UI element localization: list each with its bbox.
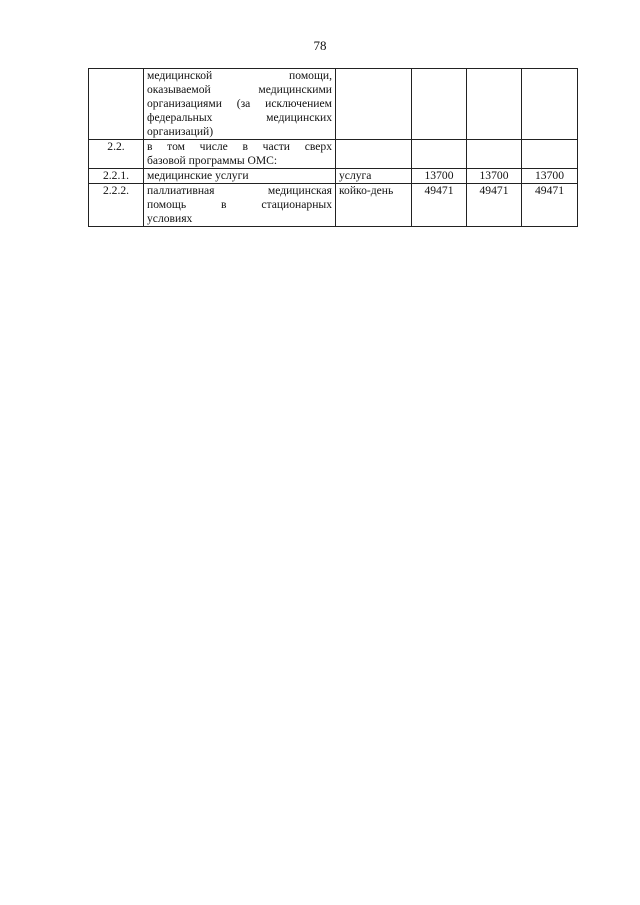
page-number: 78 bbox=[313, 38, 327, 53]
row-number: 2.2. bbox=[89, 140, 144, 169]
table-row bbox=[89, 169, 578, 184]
row-name bbox=[144, 140, 336, 169]
row-name bbox=[144, 69, 336, 140]
row-value-3 bbox=[522, 140, 578, 169]
row-number: 2.2.1. bbox=[89, 169, 144, 184]
row-unit: койко-день bbox=[336, 184, 412, 227]
row-number bbox=[89, 69, 144, 140]
row-value-3: 13700 bbox=[522, 169, 578, 184]
table-row bbox=[89, 140, 578, 169]
row-unit bbox=[336, 140, 412, 169]
table-row bbox=[89, 184, 578, 227]
row-name-line: медицинской помощи, bbox=[147, 69, 332, 82]
row-value-2 bbox=[467, 69, 522, 140]
row-value-2: 13700 bbox=[467, 169, 522, 184]
row-value-2: 49471 bbox=[467, 184, 522, 227]
row-name-line: медицинские услуги bbox=[147, 169, 249, 182]
row-value-1 bbox=[412, 140, 467, 169]
row-name-line: федеральных медицинских bbox=[147, 111, 332, 124]
row-value-1: 13700 bbox=[412, 169, 467, 184]
row-name-line: базовой программы ОМС: bbox=[147, 154, 278, 167]
row-value-1 bbox=[412, 69, 467, 140]
row-unit: услуга bbox=[336, 169, 412, 184]
data-table bbox=[88, 68, 578, 227]
row-name-line: паллиативная медицинская bbox=[147, 184, 332, 197]
row-name bbox=[144, 169, 336, 184]
row-name bbox=[144, 184, 336, 227]
row-name-line: помощь в стационарных bbox=[147, 198, 332, 211]
row-name-line: организаций) bbox=[147, 125, 214, 138]
row-name-line: оказываемой медицинскими bbox=[147, 83, 332, 96]
row-value-3: 49471 bbox=[522, 184, 578, 227]
table-row bbox=[89, 69, 578, 140]
row-value-3 bbox=[522, 69, 578, 140]
row-name-line: организациями (за исключением bbox=[147, 97, 332, 110]
row-value-1: 49471 bbox=[412, 184, 467, 227]
row-name-line: условиях bbox=[147, 212, 193, 225]
row-number: 2.2.2. bbox=[89, 184, 144, 227]
row-value-2 bbox=[467, 140, 522, 169]
row-name-line: в том числе в части сверх bbox=[147, 140, 332, 153]
row-unit bbox=[336, 69, 412, 140]
